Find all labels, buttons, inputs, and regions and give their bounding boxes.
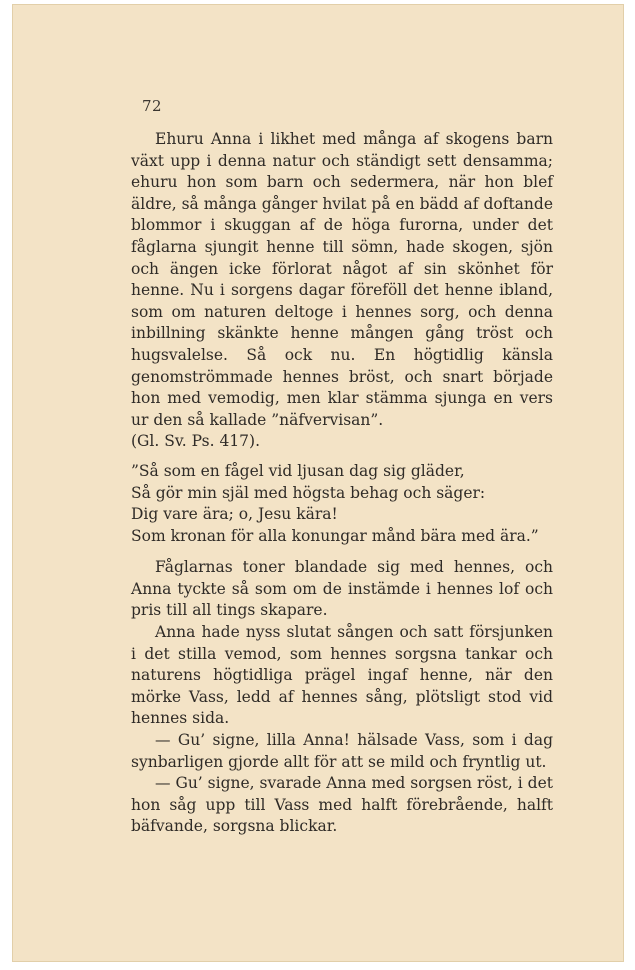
hymn-verse [131, 461, 553, 547]
paragraph: Anna hade nyss slutat sången och satt försjunken i det stilla vemod, som hennes sorgsna tankar och naturens högtidliga prägel ingaf henne, när den mörke Vass, ledd af hennes sång, plötsligt stod vid hennes sida. [131, 623, 553, 728]
book-page [12, 4, 624, 962]
paragraph-text: Ehuru Anna i likhet med många af skogens barn växt upp i denna natur och ständigt sett densamma; ehuru hon som barn och sedermera, när hon blef äldre, så många gånger hvilat på en bädd af doftande blommor i skuggan af de höga furorna, under det fåglarna sjungit henne till sömn, hade skogen, sjön och ängen icke förlorat något af sin skönhet för henne. Nu i sorgens dagar föreföll det henne ibland, som om naturen deltoge i hennes sorg, och denna inbillning skänkte henne mången gång tröst och hugsvalelse. Så ock nu. En högtidlig känsla genomströmmade hennes bröst, och snart började hon med vemodig, men klar stämma sjunga en vers ur den så kallade ”näfvervisan”. [131, 130, 553, 429]
page-body [131, 129, 553, 838]
paragraph [131, 129, 553, 453]
verse-line: Så gör min själ med högsta behag och säger: [131, 483, 486, 502]
hymn-citation: (Gl. Sv. Ps. 417). [131, 432, 261, 451]
page-number: 72 [142, 97, 163, 115]
dialogue-line: — Gu’ signe, svarade Anna med sorgsen röst, i det hon såg upp till Vass med halft förebrående, halft bäfvande, sorgsna blickar. [131, 774, 553, 836]
paragraph: Fåglarnas toner blandade sig med hennes, och Anna tyckte så som om de instämde i hennes lof och pris till all tings skapare. [131, 558, 553, 620]
verse-line: Dig vare ära; o, Jesu kära! [131, 505, 338, 524]
dialogue-line: — Gu’ signe, lilla Anna! hälsade Vass, som i dag synbarligen gjorde allt för att se mild och fryntlig ut. [131, 731, 553, 771]
verse-line: ”Så som en fågel vid ljusan dag sig gläder, [131, 461, 465, 480]
verse-line: Som kronan för alla konungar månd bära med ära.” [131, 526, 539, 545]
